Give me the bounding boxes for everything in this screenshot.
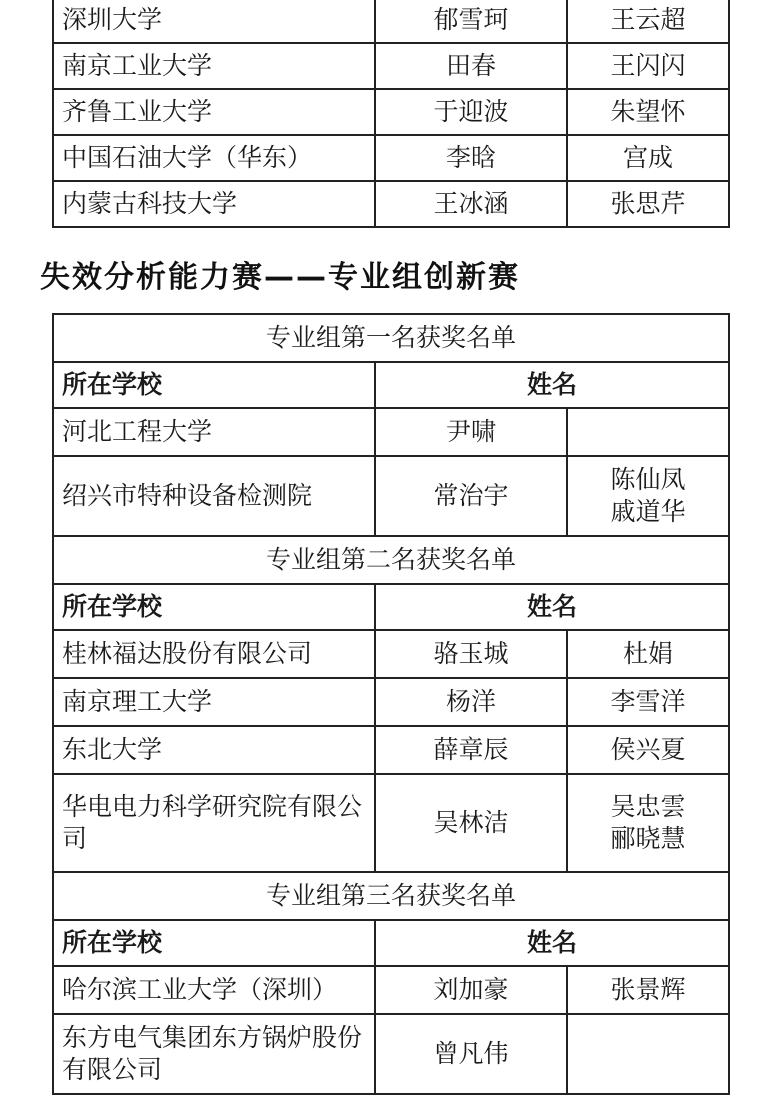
group-caption-row [53,536,729,584]
group-caption: 专业组第二名获奖名单 [53,536,729,584]
group-caption: 专业组第一名获奖名单 [53,314,729,362]
header-row [53,920,729,966]
name-cell: 宫成 [567,135,729,181]
school-cell: 南京工业大学 [53,43,375,89]
school-cell: 齐鲁工业大学 [53,89,375,135]
table-row [53,774,729,872]
name-cell: 王云超 [567,0,729,43]
school-cell: 内蒙古科技大学 [53,181,375,227]
header-school: 所在学校 [53,362,375,408]
name-cell: 刘加豪 [375,966,567,1014]
name-cell: 田春 [375,43,567,89]
name-cell: 骆玉城 [375,630,567,678]
name-cell: 张景辉 [567,966,729,1014]
table-row [53,135,729,181]
name-line: 戚道华 [610,497,686,526]
table-row [53,1014,729,1094]
school-cell: 桂林福达股份有限公司 [53,630,375,678]
name-cell: 郁雪珂 [375,0,567,43]
table-row [53,181,729,227]
school-line: 华电电力科学研究院有限公 [62,792,363,821]
name-cell [567,456,729,536]
school-cell: 南京理工大学 [53,678,375,726]
section-title: 失效分析能力赛——专业组创新赛 [40,260,520,295]
school-line: 有限公司 [62,1055,163,1084]
name-cell: 王冰涵 [375,181,567,227]
group-caption: 专业组第三名获奖名单 [53,872,729,920]
table-row [53,630,729,678]
name-line: 陈仙凤 [610,465,686,494]
school-cell: 深圳大学 [53,0,375,43]
school-cell: 河北工程大学 [53,408,375,456]
header-name: 姓名 [375,920,729,966]
school-cell: 绍兴市特种设备检测院 [53,456,375,536]
name-cell: 张思芹 [567,181,729,227]
table-row [53,726,729,774]
header-row [53,362,729,408]
name-cell [567,1014,729,1094]
name-cell: 侯兴夏 [567,726,729,774]
school-line: 司 [62,824,88,853]
school-cell: 中国石油大学（华东） [53,135,375,181]
table-row [53,966,729,1014]
name-cell: 于迎波 [375,89,567,135]
group-caption-row [53,872,729,920]
name-cell: 曾凡伟 [375,1014,567,1094]
table-row [53,408,729,456]
name-cell [567,408,729,456]
school-cell [53,774,375,872]
name-cell: 杜娟 [567,630,729,678]
name-cell: 薛章辰 [375,726,567,774]
name-cell: 杨洋 [375,678,567,726]
header-row [53,584,729,630]
school-cell: 东北大学 [53,726,375,774]
table-row [53,0,729,43]
name-cell: 王闪闪 [567,43,729,89]
header-school: 所在学校 [53,584,375,630]
name-cell: 朱望怀 [567,89,729,135]
table-row [53,43,729,89]
name-cell: 尹啸 [375,408,567,456]
award-table [52,313,730,1095]
name-cell: 李晗 [375,135,567,181]
header-school: 所在学校 [53,920,375,966]
name-line: 郦晓慧 [610,824,686,853]
table-row [53,456,729,536]
name-cell: 吴林洁 [375,774,567,872]
table-row [53,678,729,726]
header-name: 姓名 [375,584,729,630]
school-cell [53,1014,375,1094]
name-line: 吴忠雲 [610,792,686,821]
name-cell: 李雪洋 [567,678,729,726]
school-cell: 哈尔滨工业大学（深圳） [53,966,375,1014]
top-winners-table [52,0,730,228]
name-cell [567,774,729,872]
header-name: 姓名 [375,362,729,408]
group-caption-row [53,314,729,362]
school-line: 东方电气集团东方锅炉股份 [62,1023,363,1052]
name-cell: 常治宇 [375,456,567,536]
table-row [53,89,729,135]
